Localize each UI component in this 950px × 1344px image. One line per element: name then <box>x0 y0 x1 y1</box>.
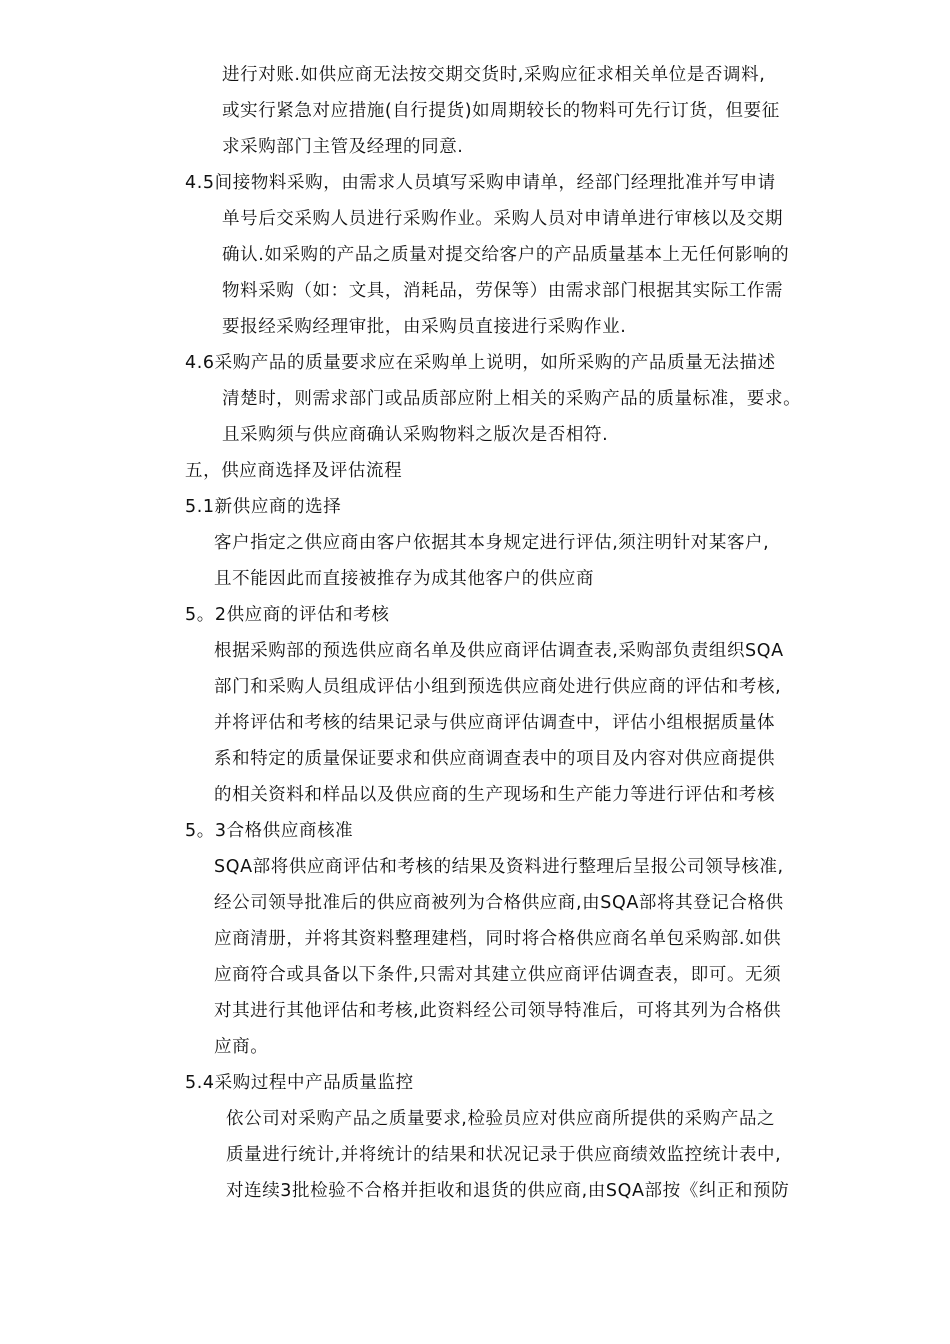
text-line: 单号后交采购人员进行采购作业。采购人员对申请单进行审核以及交期 <box>222 209 784 229</box>
text-line: 并将评估和考核的结果记录与供应商评估调查中，评估小组根据质量体 <box>214 713 776 733</box>
section-4-5-heading: 4.5间接物料采购，由需求人员填写采购申请单，经部门经理批准并写申请 <box>185 173 776 193</box>
text-line: 对连续3批检验不合格并拒收和退货的供应商,由SQA部按《纠正和预防 <box>226 1181 790 1201</box>
section-5-2-heading: 5。2供应商的评估和考核 <box>185 605 390 625</box>
text-line: 应商清册，并将其资料整理建档，同时将合格供应商名单包采购部.如供 <box>214 929 782 949</box>
section-5-1-heading: 5.1新供应商的选择 <box>185 497 342 517</box>
text-line: 或实行紧急对应措施(自行提货)如周期较长的物料可先行订货，但要征 <box>222 101 780 121</box>
text-line: 经公司领导批准后的供应商被列为合格供应商,由SQA部将其登记合格供 <box>214 893 784 913</box>
text-line: SQA部将供应商评估和考核的结果及资料进行整理后呈报公司领导核准, <box>214 857 784 877</box>
text-line: 系和特定的质量保证要求和供应商调查表中的项目及内容对供应商提供 <box>214 749 776 769</box>
text-line: 客户指定之供应商由客户依据其本身规定进行评估,须注明针对某客户, <box>214 533 770 553</box>
text-line: 部门和采购人员组成评估小组到预选供应商处进行供应商的评估和考核, <box>214 677 782 697</box>
section-4-6-heading: 4.6采购产品的质量要求应在采购单上说明，如所采购的产品质量无法描述 <box>185 353 776 373</box>
text-line: 对其进行其他评估和考核,此资料经公司领导特准后，可将其列为合格供 <box>214 1001 782 1021</box>
chapter-5-heading: 五，供应商选择及评估流程 <box>185 461 403 481</box>
text-line: 的相关资料和样品以及供应商的生产现场和生产能力等进行评估和考核 <box>214 785 776 805</box>
section-5-4-heading: 5.4采购过程中产品质量监控 <box>185 1073 414 1093</box>
text-line: 应商。 <box>214 1037 269 1057</box>
text-line: 进行对账.如供应商无法按交期交货时,采购应征求相关单位是否调料, <box>222 65 766 85</box>
text-line: 求采购部门主管及经理的同意. <box>222 137 464 157</box>
text-line: 物料采购（如：文具，消耗品，劳保等）由需求部门根据其实际工作需 <box>222 281 784 301</box>
text-line: 应商符合或具备以下条件,只需对其建立供应商评估调查表，即可。无须 <box>214 965 782 985</box>
text-line: 清楚时，则需求部门或品质部应附上相关的采购产品的质量标准，要求。 <box>222 389 802 409</box>
text-line: 确认.如采购的产品之质量对提交给客户的产品质量基本上无任何影响的 <box>222 245 790 265</box>
text-line: 质量进行统计,并将统计的结果和状况记录于供应商绩效监控统计表中, <box>226 1145 782 1165</box>
text-line: 且不能因此而直接被推存为成其他客户的供应商 <box>214 569 595 589</box>
text-line: 依公司对采购产品之质量要求,检验员应对供应商所提供的采购产品之 <box>226 1109 776 1129</box>
text-line: 要报经采购经理审批，由采购员直接进行采购作业. <box>222 317 627 337</box>
text-line: 根据采购部的预选供应商名单及供应商评估调查表,采购部负责组织SQA <box>214 641 784 661</box>
section-5-3-heading: 5。3合格供应商核准 <box>185 821 354 841</box>
text-line: 且采购须与供应商确认采购物料之版次是否相符. <box>222 425 609 445</box>
